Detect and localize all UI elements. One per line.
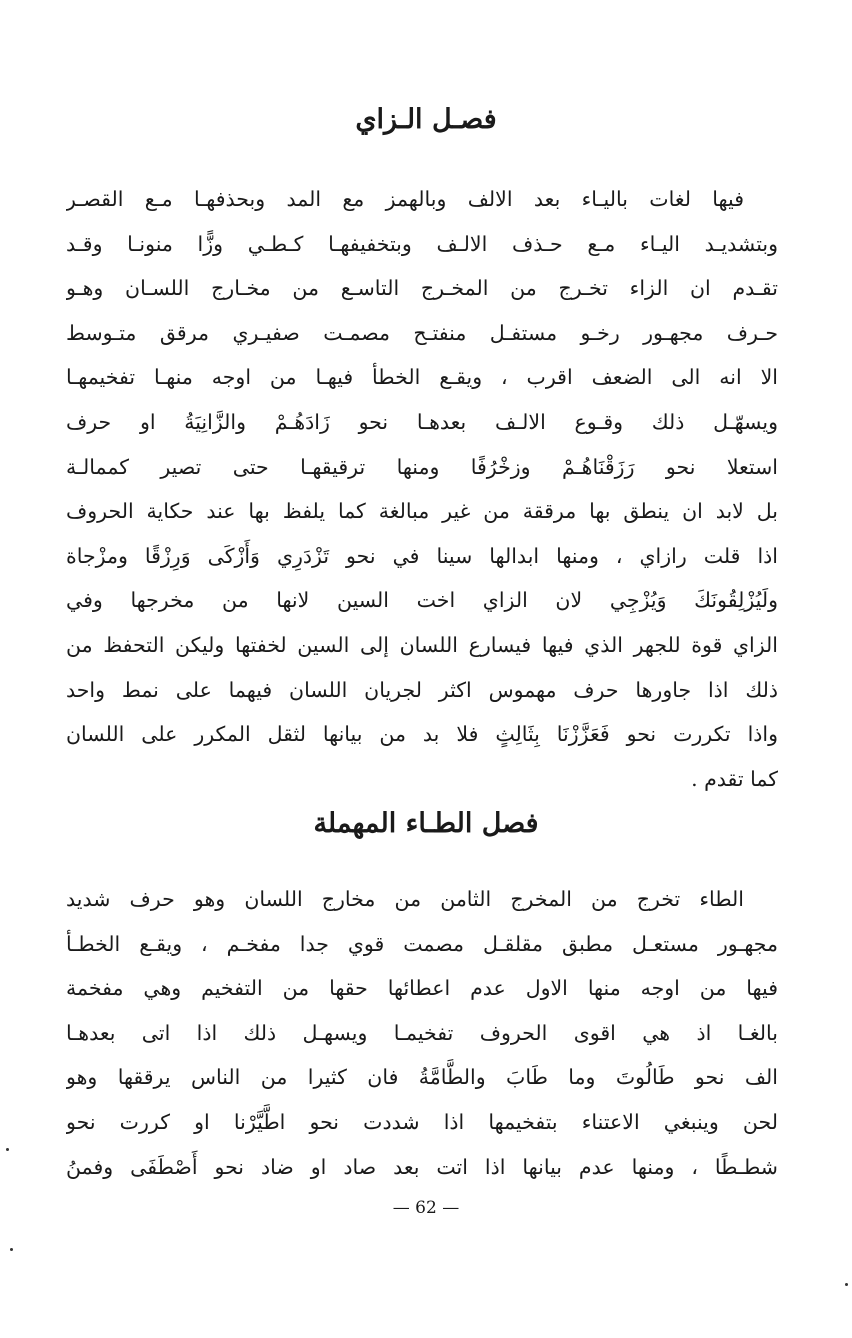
text-line: حـرف مجهـور رخـو مستفـل منفتـح مصمـت صفيـري مرقق متـوسط [66,320,778,345]
page-number: — 62 — [392,1198,460,1218]
text-line: شطـطًا ، ومنها عدم بيانها اذا اتت بعد صاد او ضاد نحو أَصْطَفَى وفمنُ [66,1154,778,1179]
section-title-zay: فصـل الـزاي [355,104,497,135]
text-line: بالغـا اذ هي اقوى الحروف تفخيمـا ويسهـل ذلك اذا اتى بعدهـا [66,1020,778,1045]
text-line: كما تقدم . [691,766,778,791]
text-line: بل لابد ان ينطق بها مرققة من غير مبالغة كما يلفظ بها عند حكاية الحروف [66,499,778,524]
text-line: فيها من اوجه منها الاول عدم اعطائها حقها من التفخيم وهي مفخمة [66,976,778,1001]
text-line: الف نحو طَالُوتَ وما طَابَ والطَّامَّةُ فان كثيرا من الناس يرققها وهو [66,1065,778,1090]
section-body-taa [66,877,778,1189]
section-title-taa: فصل الطـاء المهملة [313,808,539,839]
text-line: ويسهّـل ذلك وقـوع الالـف بعدهـا نحو زَادَهُـمْ والزَّانِيَةُ او حرف [66,409,778,434]
text-line: ولَيُزْلِقُونَكَ وَيُزْجِي لان الزاي اخت السين لانها من مخرجها وفي [66,588,778,613]
text-line: الزاي قوة للجهر الذي فيها فيسارع اللسان إلى السين لخفتها وليكن التحفظ من [66,632,778,657]
text-line: واذا تكررت نحو فَعَزَّزْنَا بِثَالِثٍ فلا بد من بيانها لثقل المكرر على اللسان [66,722,778,747]
text-line: اذا قلت رازاي ، ومنها ابدالها سينا في نحو تَزْدَرِي وَأَزْكَى وَرِزْقًا ومزْجاة [66,543,778,568]
scan-speck [845,1283,848,1286]
text-line: الا انه الى الضعف اقرب ، ويقـع الخطأ فيهـا من اوجه منهـا تفخيمهـا [66,365,778,390]
scan-speck [6,1148,9,1151]
text-line: تقـدم ان الزاء تخـرج من المخـرج التاسـع من مخـارج اللسـان وهـو [66,276,778,301]
text-line: وبتشديـد اليـاء مـع حـذف الالـف وبتخفيفهـا كـطـي وزًّا منونـا وقـد [66,231,778,256]
text-line: مجهـور مستعـل مطبق مقلقـل مصمت قوي جدا مفخـم ، ويقـع الخطـأ [66,931,778,956]
text-line: فيها لغات باليـاء بعد الالف وبالهمز مع المد وبحذفهـا مـع القصـر [66,187,744,211]
section-body-zay [66,177,778,801]
text-line: استعلا نحو رَزَقْنَاهُـمْ وزخْرُفًا ومنها ترقيقهـا حتى تصير كممالـة [66,454,778,479]
text-line: ذلك اذا جاورها حرف مهموس اكثر لجريان اللسان فيهما على نمط واحد [66,677,778,702]
text-line: لحن وينبغي الاعتناء بتفخيمها اذا شددت نحو اطَّيَّرْنا او كررت نحو [66,1109,778,1134]
text-line: الطاء تخرج من المخرج الثامن من مخارج اللسان وهو حرف شديد [66,887,744,911]
scan-speck [10,1248,13,1251]
